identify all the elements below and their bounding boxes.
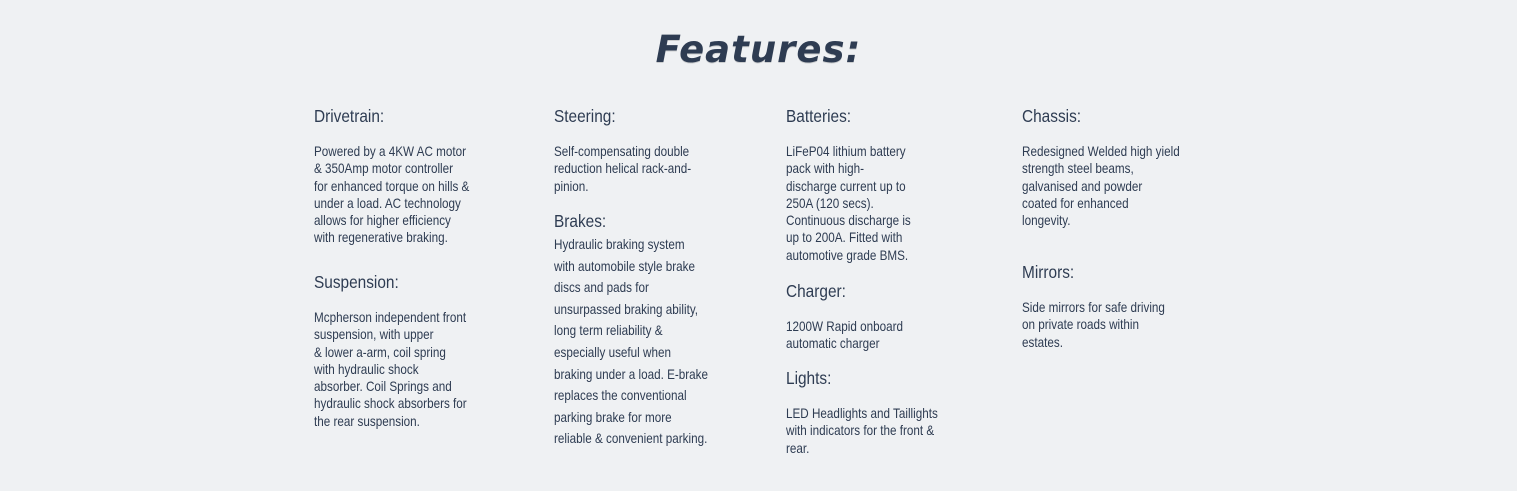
feature-text-steering: Self-compensating double reduction helical rack-and- pinion. (554, 144, 692, 194)
feature-suspension (314, 272, 492, 430)
feature-heading-charger: Charger: (786, 281, 846, 301)
feature-chassis (1022, 106, 1205, 229)
feature-text-brakes: Hydraulic braking system with automobile style brake discs and pads for unsurpassed braking ability, long term reliability & especially useful when braking under a load. E-brake replaces the conventional parking brake for more reliable & convenient parking. (554, 237, 709, 447)
feature-mirrors (1022, 262, 1188, 351)
feature-charger (786, 281, 922, 353)
feature-heading-drivetrain: Drivetrain: (314, 106, 385, 126)
feature-lights (786, 368, 963, 457)
feature-heading-chassis: Chassis: (1022, 106, 1082, 126)
feature-heading-batteries: Batteries: (786, 106, 852, 126)
feature-steering (554, 106, 713, 195)
feature-text-suspension: Mcpherson independent front suspension, with upper & lower a-arm, coil spring with hydraulic shock absorber. Coil Springs and hydraulic shock absorbers for the rear suspension. (314, 310, 467, 429)
feature-heading-mirrors: Mirrors: (1022, 262, 1075, 282)
feature-text-chassis: Redesigned Welded high yield strength steel beams, galvanised and powder coated for enhanced longevity. (1022, 144, 1180, 229)
feature-heading-brakes: Brakes: (554, 211, 607, 231)
feature-heading-lights: Lights: (786, 368, 832, 388)
feature-text-charger: 1200W Rapid onboard automatic charger (786, 319, 903, 352)
feature-text-drivetrain: Powered by a 4KW AC motor & 350Amp motor controller for enhanced torque on hills & under a load. AC technology allows for higher efficiency with regenerative braking. (314, 144, 470, 246)
feature-text-batteries: LiFeP04 lithium battery pack with high- discharge current up to 250A (120 secs). Continuous discharge is up to 200A. Fitted with automotive grade BMS. (786, 144, 911, 263)
feature-text-lights: LED Headlights and Taillights with indicators for the front & rear. (786, 406, 938, 456)
feature-text-mirrors: Side mirrors for safe driving on private roads within estates. (1022, 300, 1165, 350)
feature-heading-steering: Steering: (554, 106, 616, 126)
feature-drivetrain (314, 106, 495, 247)
page-title: Features: (655, 28, 862, 71)
feature-brakes (554, 211, 733, 450)
feature-batteries (786, 106, 931, 264)
feature-heading-suspension: Suspension: (314, 272, 399, 292)
